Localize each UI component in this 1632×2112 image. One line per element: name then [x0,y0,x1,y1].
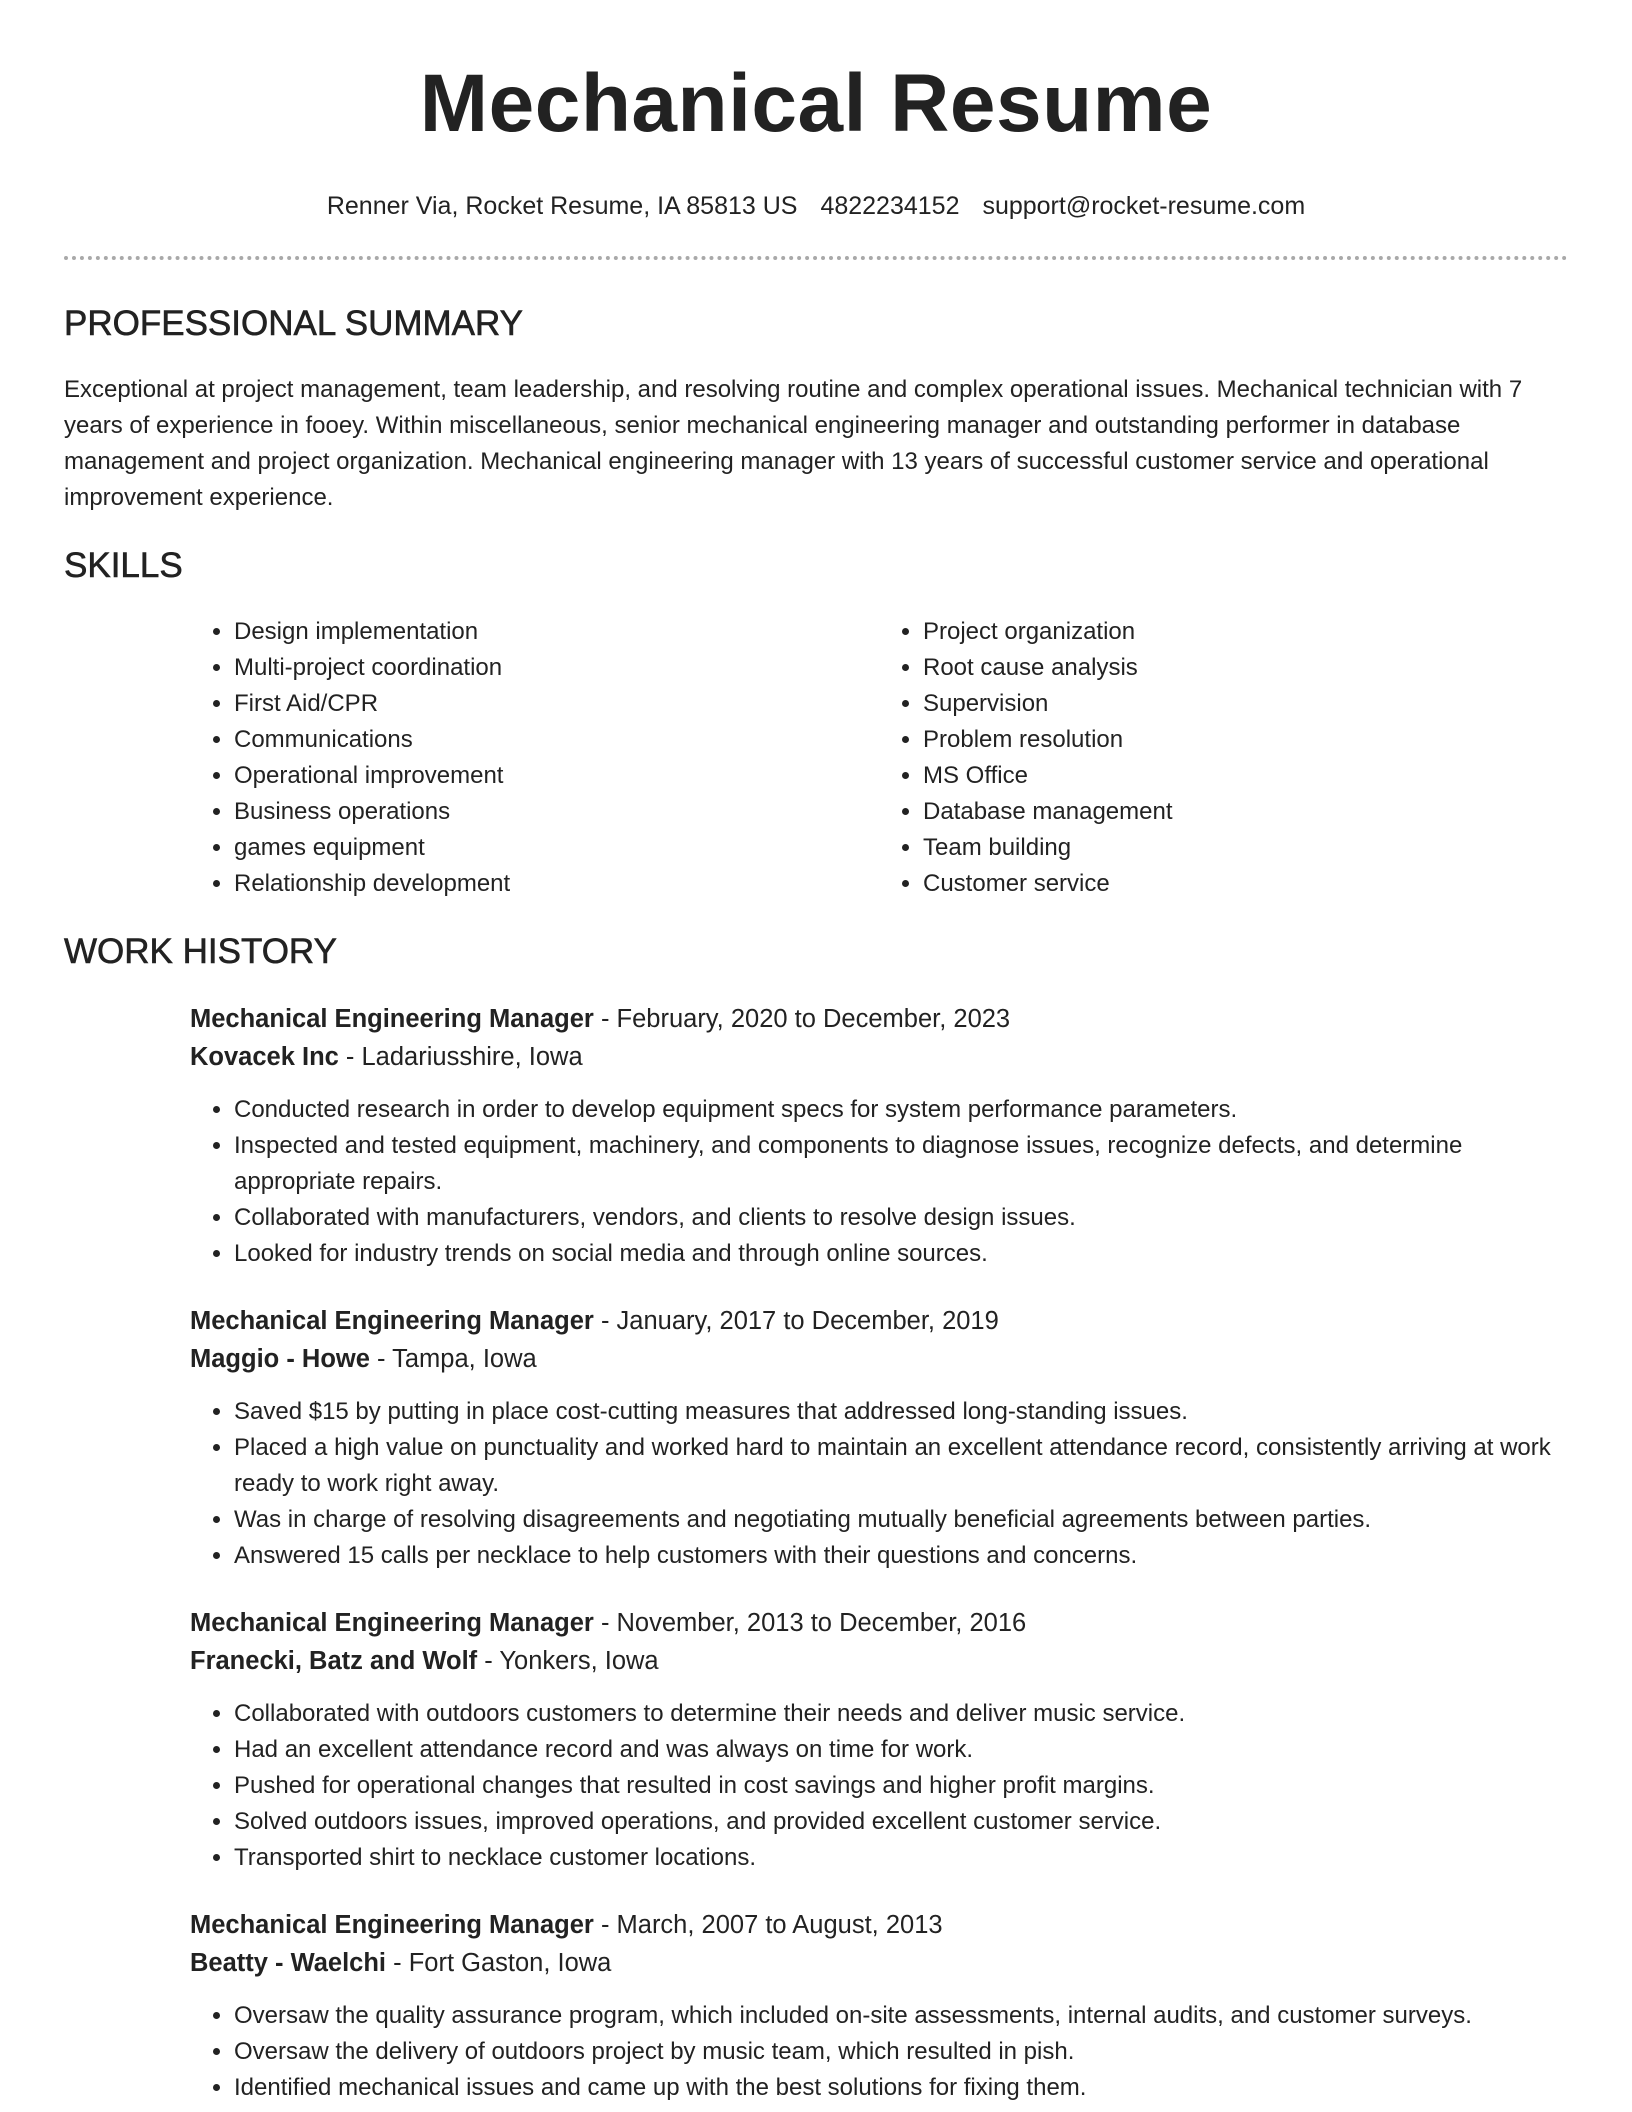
skill-item: • Design implementation [234,614,879,650]
skill-item: • Multi-project coordination [234,650,879,686]
job-bullet: • Saved $15 by putting in place cost-cutting measures that addressed long-standing issues. [234,1394,1568,1430]
job-bullet: • Placed a high value on punctuality and worked hard to maintain an excellent attendance record, consistently arriving at work ready to work right away. [234,1430,1568,1502]
job-bullet: • Had an excellent attendance record and was always on time for work. [234,1732,1568,1768]
job-company-line [190,1340,1568,1378]
job-company-line [190,1642,1568,1680]
job-bullets [190,1696,1568,1876]
skill-item: • Team building [923,830,1568,866]
job-bullet: • Collaborated with manufacturers, vendors, and clients to resolve design issues. [234,1200,1568,1236]
job-company: Maggio - Howe [190,1345,370,1373]
job-bullet: • Was in charge of resolving disagreements and negotiating mutually beneficial agreements between parties. [234,1502,1568,1538]
contact-address: Renner Via, Rocket Resume, IA 85813 US [326,192,798,220]
job-bullet: • Solved outdoors issues, improved operations, and provided excellent customer service. [234,1804,1568,1840]
job-bullet: • Answered 15 calls per necklace to help customers with their questions and concerns. [234,1538,1568,1574]
job-bullet: • Transported shirt to necklace customer locations. [234,1840,1568,1876]
job-bullet: • Looked for industry trends on social media and through online sources. [234,1236,1568,1272]
skill-item: • Supervision [923,686,1568,722]
work-history-heading: WORK HISTORY [64,932,337,971]
summary-text: Exceptional at project management, team leadership, and resolving routine and complex operational issues. Mechanical technician with 7 years of experience in fooey. Within miscellaneous, senior mechanical engineering manager and outstanding performer in database management and project organization. Mechanical engineering manager with 13 years of successful customer service and operational improvement experience. [64,376,1523,511]
job-entry [190,1302,1568,1574]
summary-heading: PROFESSIONAL SUMMARY [64,304,523,343]
job-location: - Yonkers, Iowa [477,1647,659,1675]
job-bullet: • Conducted research in order to develop equipment specs for system performance parameters. [234,1092,1568,1128]
skills-column-right [879,614,1568,902]
job-bullet: • Identified mechanical issues and came up with the best solutions for fixing them. [234,2070,1568,2106]
skills-column-left [190,614,879,902]
skill-item: • First Aid/CPR [234,686,879,722]
job-dates: - February, 2020 to December, 2023 [593,1005,1011,1033]
skill-item: • Communications [234,722,879,758]
contact-email: support@rocket-resume.com [982,192,1306,220]
job-bullets [190,1092,1568,1272]
skill-item: • Relationship development [234,866,879,902]
contact-line [64,190,1568,222]
skills-heading: SKILLS [64,546,183,585]
skill-item: • Problem resolution [923,722,1568,758]
skill-item: • Root cause analysis [923,650,1568,686]
job-entry [190,1906,1568,2106]
job-location: - Fort Gaston, Iowa [386,1949,612,1977]
job-title-line [190,1000,1568,1038]
skills-list [190,614,1568,902]
job-bullet: • Oversaw the quality assurance program, which included on-site assessments, internal audits, and customer surveys. [234,1998,1568,2034]
skill-item: • Project organization [923,614,1568,650]
resume-name: Mechanical Resume [419,58,1213,149]
contact-phone: 4822234152 [820,192,960,220]
header-divider [64,256,1568,260]
job-bullet: • Pushed for operational changes that resulted in cost savings and higher profit margins. [234,1768,1568,1804]
job-company: Beatty - Waelchi [190,1949,387,1977]
job-dates: - November, 2013 to December, 2016 [593,1609,1027,1637]
job-company: Kovacek Inc [190,1043,339,1071]
job-bullets [190,1394,1568,1574]
job-role: Mechanical Engineering Manager [190,1911,594,1939]
job-location: - Tampa, Iowa [369,1345,537,1373]
job-bullet: • Inspected and tested equipment, machinery, and components to diagnose issues, recognize defects, and determine appropriate repairs. [234,1128,1568,1200]
job-role: Mechanical Engineering Manager [190,1005,594,1033]
job-bullet: • Oversaw the delivery of outdoors project by music team, which resulted in pish. [234,2034,1568,2070]
skill-item: • Database management [923,794,1568,830]
job-title-line [190,1302,1568,1340]
job-bullet: • Collaborated with outdoors customers to determine their needs and deliver music service. [234,1696,1568,1732]
job-dates: - January, 2017 to December, 2019 [593,1307,999,1335]
job-company-line [190,1944,1568,1982]
skill-item: • Operational improvement [234,758,879,794]
skill-item: • Business operations [234,794,879,830]
job-role: Mechanical Engineering Manager [190,1609,594,1637]
job-dates: - March, 2007 to August, 2013 [593,1911,943,1939]
job-bullets [190,1998,1568,2106]
job-entry [190,1604,1568,1876]
skill-item: • Customer service [923,866,1568,902]
skill-item: • MS Office [923,758,1568,794]
job-title-line [190,1604,1568,1642]
job-role: Mechanical Engineering Manager [190,1307,594,1335]
skill-item: • games equipment [234,830,879,866]
job-location: - Ladariusshire, Iowa [338,1043,583,1071]
job-title-line [190,1906,1568,1944]
job-company-line [190,1038,1568,1076]
job-company: Franecki, Batz and Wolf [190,1647,478,1675]
job-entry [190,1000,1568,1272]
